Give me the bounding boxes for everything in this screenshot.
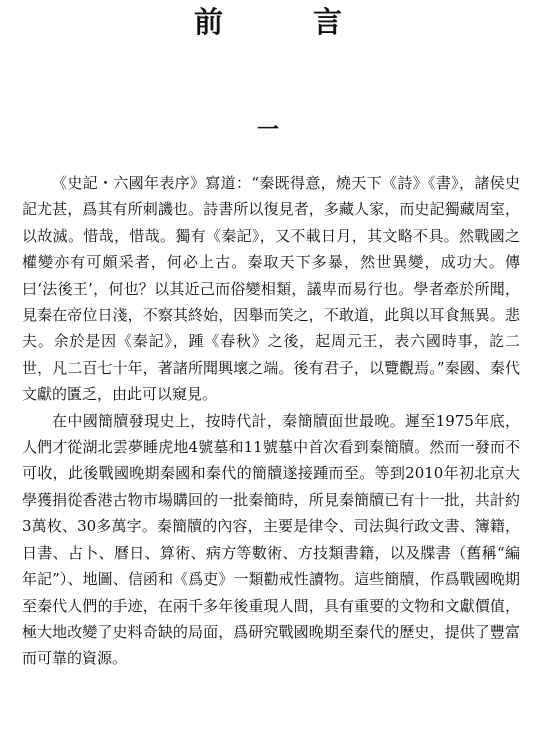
paragraph-2: 在中國簡牘發現史上，按時代計，秦簡牘面世最晚。遲至1975年底，人們才從湖北雲夢睡虎地4號墓和11號墓中首次看到秦簡牘。然而一發而不可收，此後戰國晚期秦國和秦代的簡牘遂接踵而至。等到2010年初北京大學獲捐從香港古物市場購回的一批秦簡時，所見秦簡牘已有十一批，共計約3萬枚、30多萬字。秦簡牘的內容，主要是律令、司法與行政文書、簿籍，日書、占卜、曆日、算術、病方等數術、方技類書籍，以及牒書（舊稱“編年記”）、地圖、信函和《爲吏》一類勸戒性讀物。這些簡牘，作爲戰國晚期至秦代人們的手迹，在兩千多年後重現人間，具有重要的文物和文獻價值，極大地改變了史料奇缺的局面，爲研究戰國晚期至秦代的歷史，提供了豐富而可靠的資源。 <box>22 411 520 668</box>
body-text <box>22 170 520 672</box>
page-title: 前 言 <box>193 5 383 39</box>
paragraph-1: 《史記・六國年表序》寫道：“秦既得意，燒天下《詩》《書》，諸侯史記尤甚，爲其有所刺譏也。詩書所以復見者，多藏人家，而史記獨藏周室，以故滅。惜哉，惜哉。獨有《秦記》，又不載日月，其文略不具。然戰國之權變亦有可頗采者，何必上古。秦取天下多暴，然世異變，成功大。傳曰‘法後王’，何也？以其近己而俗變相類，議卑而易行也。學者牽於所聞，見秦在帝位日淺，不察其終始，因舉而笑之，不敢道，此與以耳食無異。悲夫。余於是因《秦記》，踵《春秋》之後，起周元王，表六國時事，訖二世，凡二百七十年，著諸所聞興壞之端。後有君子，以覽觀焉。”秦國、秦代文獻的匱乏，由此可以窺見。 <box>22 174 520 404</box>
section-number: 一 <box>256 118 279 143</box>
